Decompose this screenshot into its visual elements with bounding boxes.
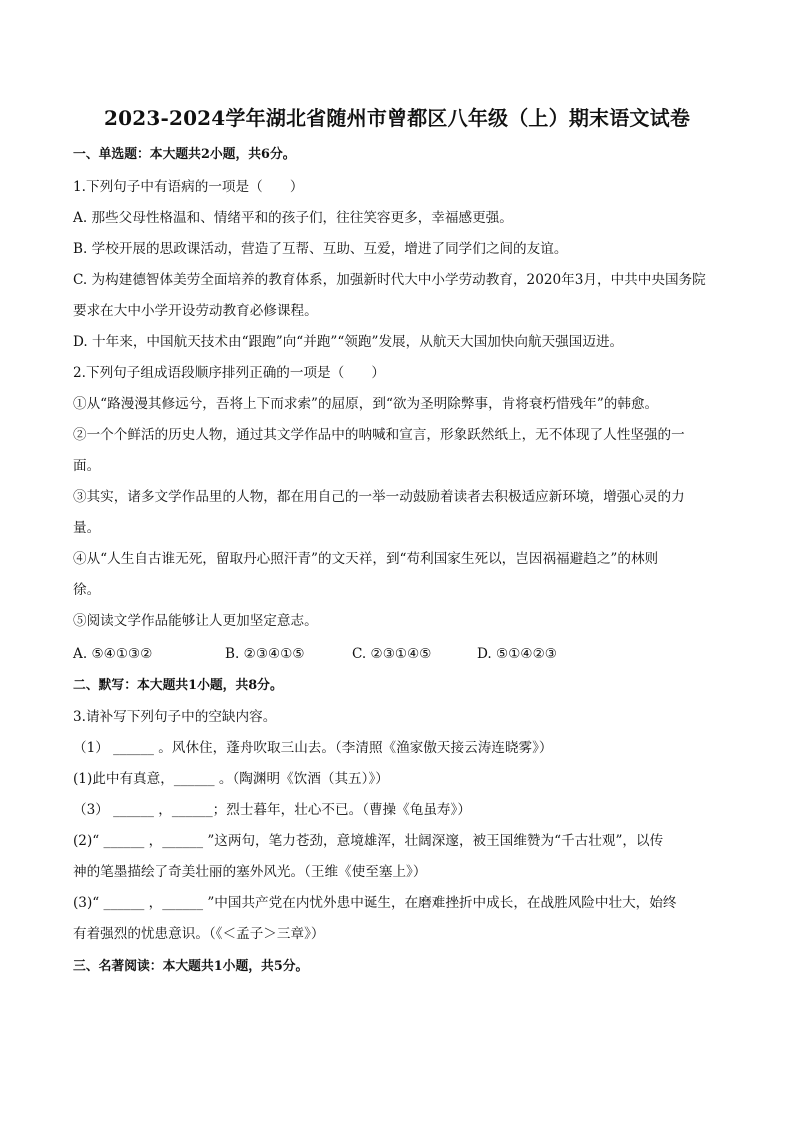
section-heading-single-choice: 一、单选题：本大题共2小题，共6分。 xyxy=(73,147,296,162)
q3-item-4-line1: (2)“ ______ ，______ ”这两句，笔力苍劲，意境雄浑，壮阔深邃，被王国维赞为“千古壮观”，以传 xyxy=(73,833,664,849)
q1-option-c-line2: 要求在大中小学开设劳动教育必修课程。 xyxy=(73,303,318,319)
q2-sentence-3-line1: ③其实，诸多文学作品里的人物，都在用自己的一举一动鼓励着读者去积极适应新环境，增强心灵的力 xyxy=(73,489,685,505)
section-heading-dictation: 二、默写：本大题共1小题，共8分。 xyxy=(73,678,283,693)
q2-option-b: B. ②③④①⑤ xyxy=(225,646,305,662)
q3-item-5-line1: (3)“ ______ ，______ ”中国共产党在内忧外患中诞生，在磨难挫折中成长，在战胜风险中壮大，始终 xyxy=(73,895,677,911)
page-title: 2023-2024学年湖北省随州市曾都区八年级（上）期末语文试卷 xyxy=(103,106,691,130)
q2-sentence-2-line1: ②一个个鲜活的历史人物，通过其文学作品中的呐喊和宣言，形象跃然纸上，无不体现了人性坚强的一 xyxy=(73,427,685,443)
question-1-stem: 1.下列句子中有语病的一项是（ ） xyxy=(73,179,304,195)
q1-option-a: A. 那些父母性格温和、情绪平和的孩子们，往往笑容更多，幸福感更强。 xyxy=(73,210,513,226)
question-3-stem: 3.请补写下列句子中的空缺内容。 xyxy=(73,709,277,725)
q2-option-a: A. ⑤④①③② xyxy=(73,646,153,662)
q3-item-1: （1） ______ 。风休住，蓬舟吹取三山去。（李清照《渔家傲天接云涛连晓雾》） xyxy=(73,740,553,756)
q1-option-b: B. 学校开展的思政课活动，营造了互帮、互助、互爱，增进了同学们之间的友谊。 xyxy=(73,241,568,257)
q3-item-4-line2: 神的笔墨描绘了奇美壮丽的塞外风光。（王维《使至塞上》） xyxy=(73,864,427,880)
q2-sentence-4-line1: ④从“人生自古谁无死，留取丹心照汗青”的文天祥，到“苟利国家生死以，岂因祸福避趋之”的林则 xyxy=(73,551,659,567)
q2-sentence-5: ⑤阅读文学作品能够让人更加坚定意志。 xyxy=(73,613,318,629)
q2-sentence-4-line2: 徐。 xyxy=(73,582,101,598)
q2-option-c: C. ②③①④⑤ xyxy=(352,646,432,662)
q1-option-d: D. 十年来，中国航天技术由“跟跑”向“并跑”“领跑”发展，从航天大国加快向航天强国迈进。 xyxy=(73,334,624,350)
q2-sentence-2-line2: 面。 xyxy=(73,458,101,474)
q2-sentence-1: ①从“路漫漫其修远兮，吾将上下而求索”的屈原，到“欲为圣明除弊事，肯将衰朽惜残年”的韩愈。 xyxy=(73,396,659,412)
question-2-stem: 2.下列句子组成语段顺序排列正确的一项是（ ） xyxy=(73,365,386,381)
q2-options-row xyxy=(73,645,723,663)
q2-option-d: D. ⑤①④②③ xyxy=(477,646,557,662)
q2-sentence-3-line2: 量。 xyxy=(73,520,101,536)
q3-item-3: （3） ______ ，______；烈士暮年，壮心不已。（曹操《龟虽寿》） xyxy=(73,802,471,818)
section-heading-classics-reading: 三、名著阅读：本大题共1小题，共5分。 xyxy=(73,959,309,974)
q1-option-c-line1: C. 为构建德智体美劳全面培养的教育体系，加强新时代大中小学劳动教育，2020年3月，中共中央国务院 xyxy=(73,272,706,288)
q3-item-5-line2: 有着强烈的忧患意识。（《＜孟子＞三章》） xyxy=(73,926,325,942)
q3-item-2: (1)此中有真意，______ 。（陶渊明《饮酒（其五）》） xyxy=(73,771,389,787)
